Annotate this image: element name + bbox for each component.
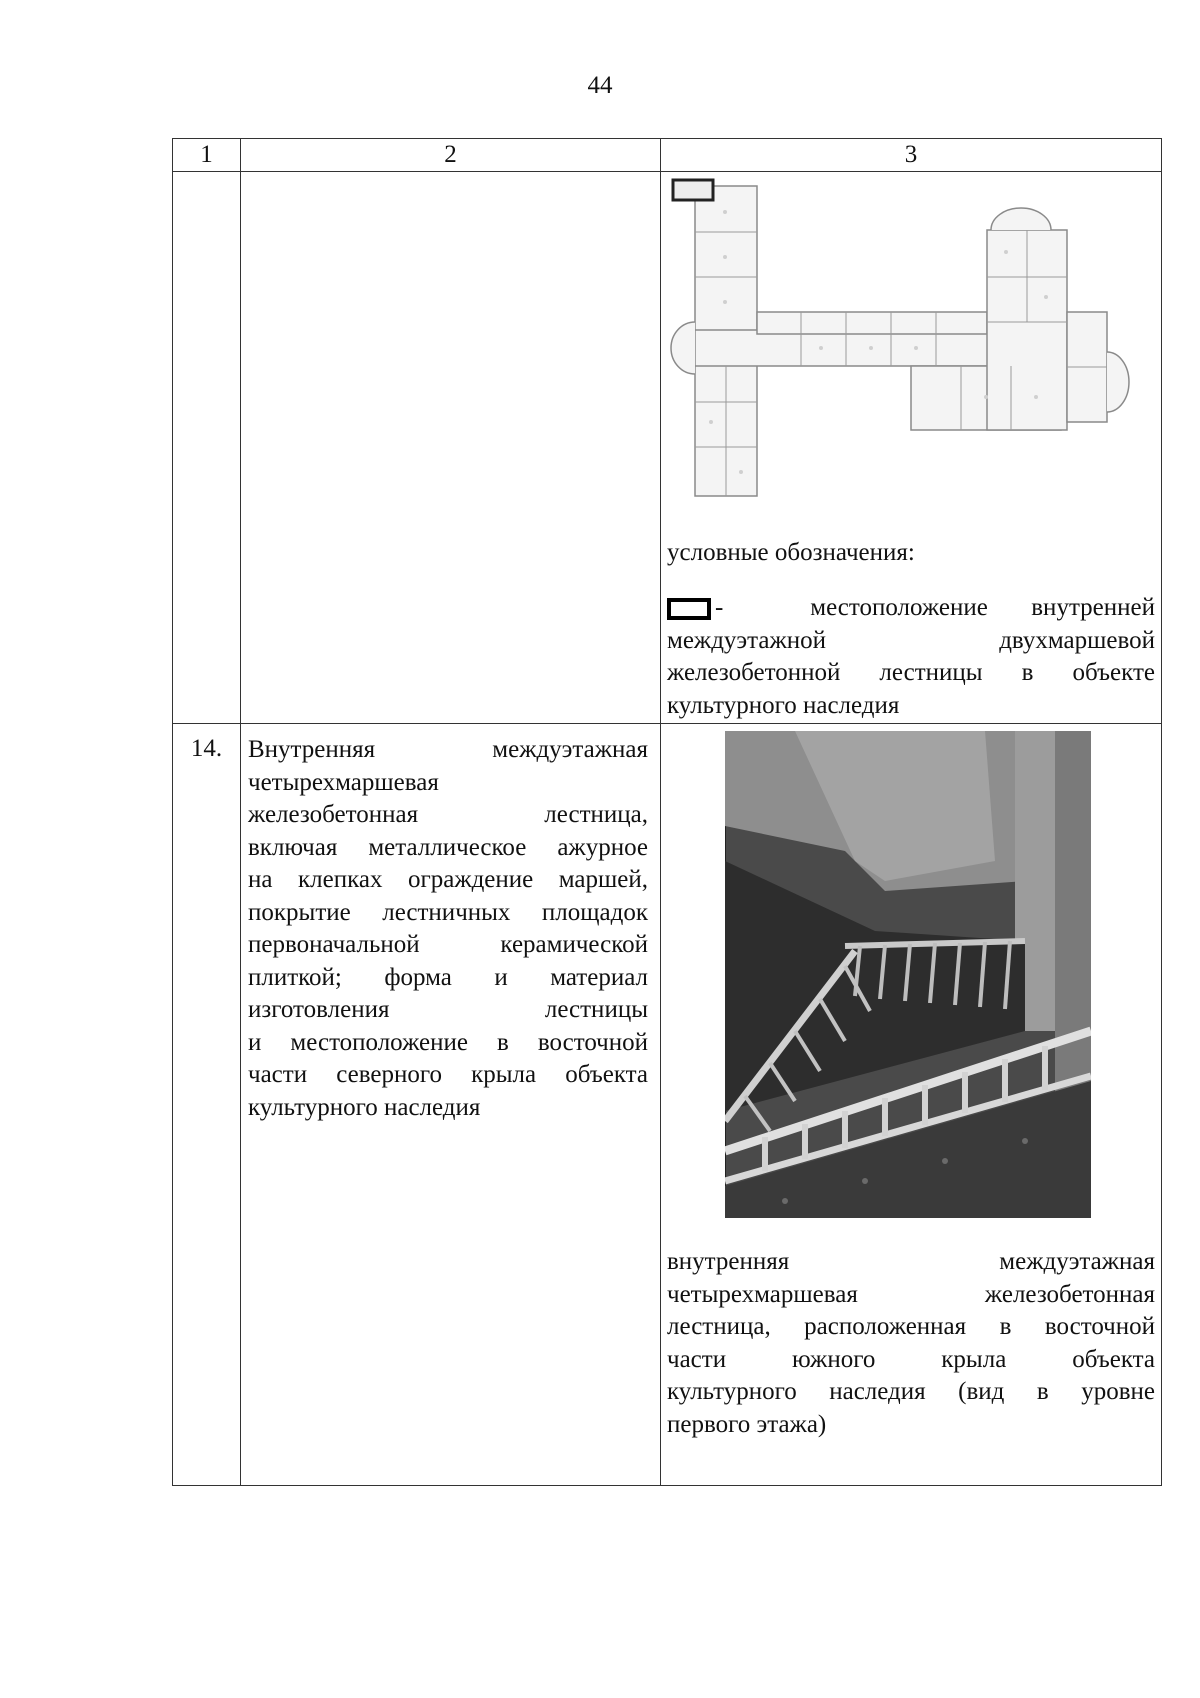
description-line: части северного крыла объекта (248, 1061, 648, 1088)
description-line: покрытие лестничных площадок (248, 898, 648, 926)
description-line: Внутренняя междуэтажная (248, 736, 648, 763)
description-line: культурного наследия (248, 1093, 481, 1121)
description-line: железобетонная лестница, (248, 801, 648, 828)
row-a-description-cell (241, 172, 661, 724)
staircase-photo (725, 731, 1091, 1218)
floor-plan-drawing (661, 172, 1162, 512)
heritage-table (172, 138, 1162, 1486)
description-line: плиткой; форма и материал (248, 963, 648, 991)
description-line: четырехмаршевая (248, 768, 439, 796)
caption-line: четырехмаршевая железобетонная (667, 1280, 1155, 1308)
row-a-image-cell (661, 172, 1162, 724)
staircase-location-marker-icon (667, 598, 711, 620)
description-line: и местоположение в восточной (248, 1028, 648, 1056)
legend-line (667, 592, 1155, 625)
legend-title: условные обозначения: (667, 539, 915, 566)
row-description (241, 724, 661, 1486)
description-line: включая металлическое ажурное (248, 833, 648, 861)
page-number: 44 (587, 72, 613, 99)
caption-line: культурного наследия (вид в уровне (667, 1378, 1155, 1405)
description-line: изготовления лестницы (248, 996, 648, 1023)
caption-line: части южного крыла объекта (667, 1345, 1155, 1373)
legend-line: железобетонной лестницы в объекте (667, 659, 1155, 686)
legend-dash: - (715, 594, 724, 621)
table-header-row (173, 139, 1162, 172)
header-col-2: 2 (241, 139, 661, 172)
caption-line: внутренняя междуэтажная (667, 1248, 1155, 1275)
photo-caption (667, 1246, 1155, 1441)
row-a-number-cell (173, 172, 241, 724)
header-col-1: 1 (173, 139, 241, 172)
caption-line: первого этажа) (667, 1410, 827, 1438)
legend-text (667, 592, 1155, 722)
caption-line: лестница, расположенная в восточной (667, 1313, 1155, 1340)
description-line: первоначальной керамической (248, 931, 648, 958)
staircase-photo-drawing (725, 731, 1091, 1218)
table-row (173, 724, 1162, 1486)
table-row (173, 172, 1162, 724)
row-b-image-cell (661, 724, 1162, 1486)
floor-plan-image (661, 172, 1162, 512)
header-col-3: 3 (661, 139, 1162, 172)
legend-line-text: местоположение внутренней (810, 594, 1155, 621)
legend-line: культурного наследия (667, 691, 900, 719)
legend-line: междуэтажной двухмаршевой (667, 626, 1155, 654)
description-line: на клепках ограждение маршей, (248, 866, 648, 893)
row-number: 14. (173, 724, 241, 1486)
